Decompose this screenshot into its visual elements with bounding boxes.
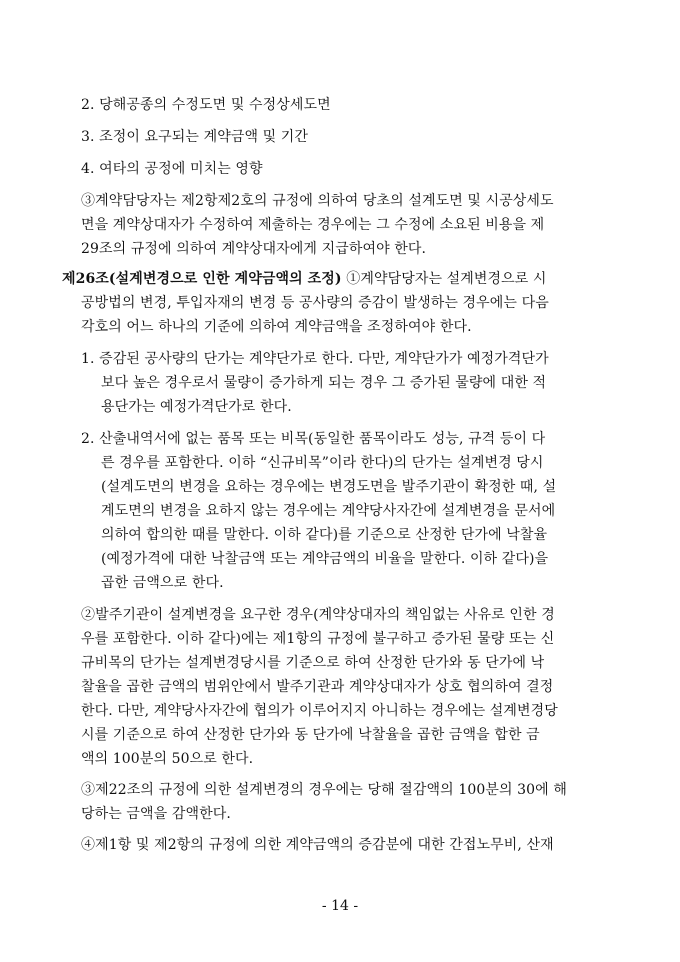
paragraph-line: 규비목의 단가는 설계변경당시를 기준으로 하여 산정한 단가와 동 단가에 낙 [81, 655, 545, 671]
list-item: 1. 증감된 공사량의 단가는 계약단가로 한다. 다만, 계약단가가 예정가격단가 [81, 351, 549, 367]
page-number: - 14 - [321, 898, 359, 914]
paragraph-line: 찰율을 곱한 금액의 범위안에서 발주기관과 계약상대자가 상호 협의하여 결정 [81, 679, 554, 695]
list-item-continuation: 계도면의 변경을 요하지 않는 경우에는 계약당사자간에 설계변경을 문서에 [101, 503, 556, 519]
article-text: ①계약담당자는 설계변경으로 시 [341, 271, 547, 287]
list-item-continuation: 의하여 합의한 때를 말한다. 이하 같다)를 기준으로 산정한 단가에 낙찰율 [101, 527, 548, 543]
list-item: 4. 여타의 공정에 미치는 영향 [81, 161, 263, 177]
paragraph-line: 각호의 어느 하나의 기준에 의하여 계약금액을 조정하여야 한다. [81, 319, 472, 335]
paragraph-line: 당하는 금액을 감액한다. [81, 806, 231, 822]
paragraph-line: 공방법의 변경, 투입자재의 변경 등 공사량의 증감이 발생하는 경우에는 다음 [81, 295, 549, 311]
paragraph-line: ③계약담당자는 제2항제2호의 규정에 의하여 당초의 설계도면 및 시공상세도 [81, 193, 554, 209]
list-item-continuation: (설계도면의 변경을 요하는 경우에는 변경도면을 발주기관이 확정한 때, 설 [101, 479, 557, 495]
paragraph-line: 한다. 다만, 계약당사자간에 협의가 이루어지지 아니하는 경우에는 설계변경당 [81, 703, 558, 719]
article-first-line [62, 270, 547, 288]
paragraph-line: ④제1항 및 제2항의 규정에 의한 계약금액의 증감분에 대한 간접노무비, 산재 [81, 837, 554, 853]
list-item-continuation: (예정가격에 대한 낙찰금액 또는 계약금액의 비율을 말한다. 이하 같다)을 [101, 551, 549, 567]
paragraph-line: 시를 기준으로 하여 산정한 단가와 동 단가에 낙찰율을 곱한 금액을 합한 금 [81, 727, 540, 743]
paragraph-line: ②발주기관이 설계변경을 요구한 경우(계약상대자의 책임없는 사유로 인한 경 [81, 607, 555, 623]
article-heading: 제26조(설계변경으로 인한 계약금액의 조정) [62, 271, 342, 287]
list-item-continuation: 곱한 금액으로 한다. [101, 575, 224, 591]
list-item: 2. 당해공종의 수정도면 및 수정상세도면 [81, 97, 331, 113]
paragraph-line: 우를 포함한다. 이하 같다)에는 제1항의 규정에 불구하고 증가된 물량 또는 신 [81, 631, 555, 647]
paragraph-line: ③제22조의 규정에 의한 설계변경의 경우에는 당해 절감액의 100분의 30에 해 [81, 782, 567, 798]
paragraph-line: 액의 100분의 50으로 한다. [81, 751, 254, 767]
list-item-continuation: 용단가는 예정가격단가로 한다. [101, 399, 292, 415]
paragraph-line: 29조의 규정에 의하여 계약상대자에게 지급하여야 한다. [81, 241, 427, 257]
paragraph-line: 면을 계약상대자가 수정하여 제출하는 경우에는 그 수정에 소요된 비용을 제 [81, 217, 545, 233]
list-item: 3. 조정이 요구되는 계약금액 및 기간 [81, 129, 309, 145]
list-item-continuation: 른 경우를 포함한다. 이하 “신규비목”이라 한다)의 단가는 설계변경 당시 [101, 455, 544, 471]
list-item-continuation: 보다 높은 경우로서 물량이 증가하게 되는 경우 그 증가된 물량에 대한 적 [101, 375, 547, 391]
list-item: 2. 산출내역서에 없는 품목 또는 비목(동일한 품목이라도 성능, 규격 등이 다 [81, 431, 546, 447]
